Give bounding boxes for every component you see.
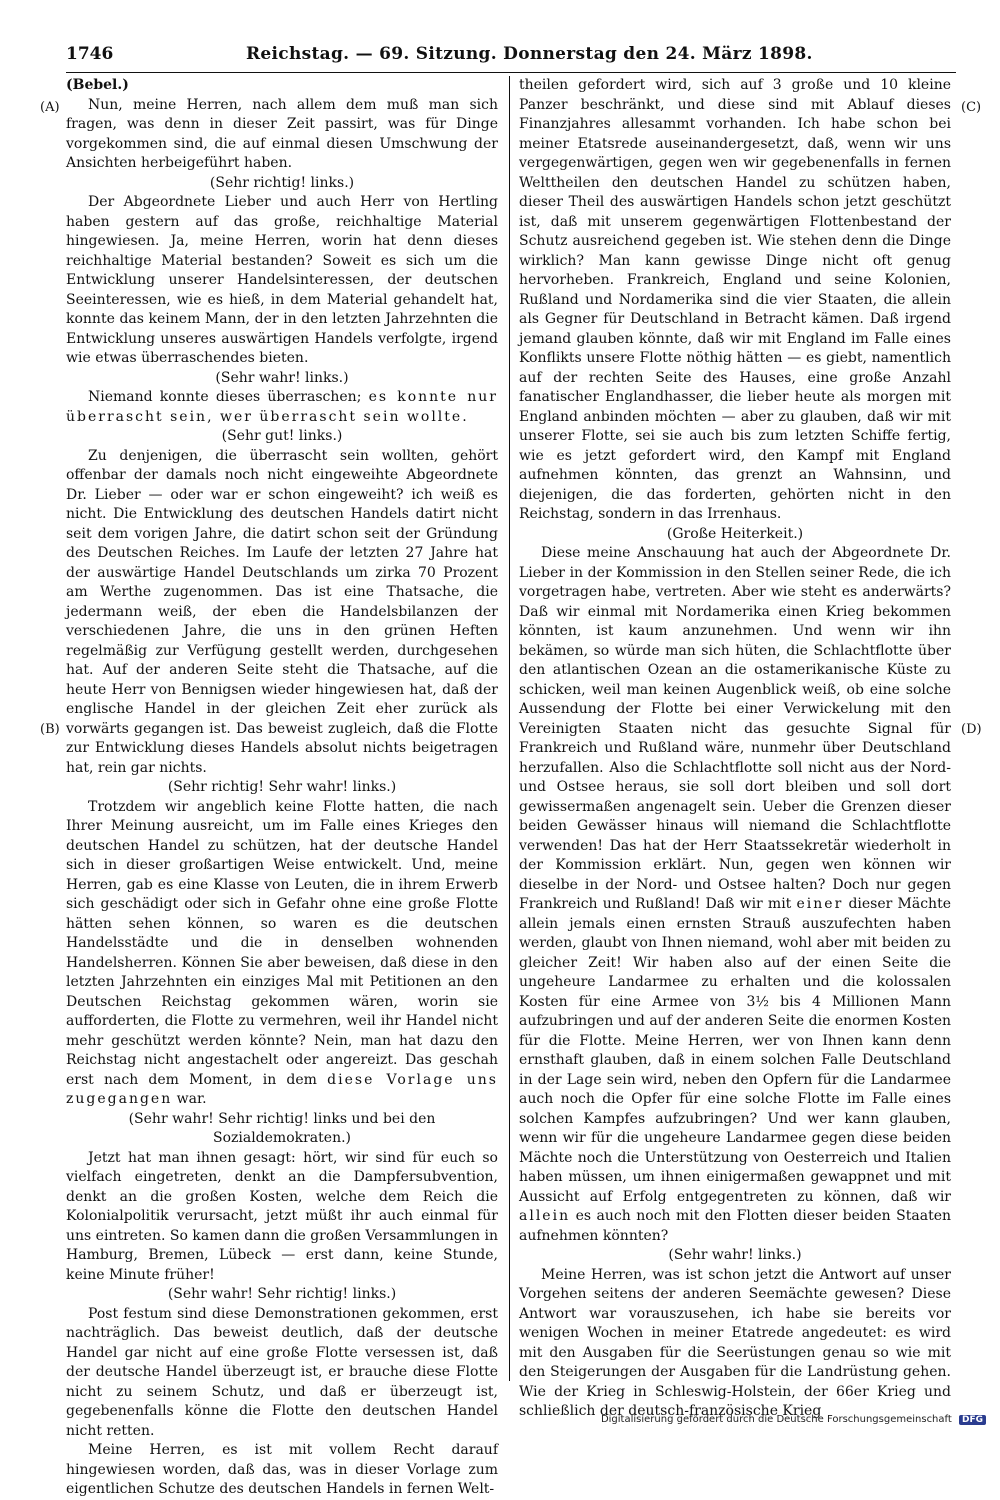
- paragraph: Meine Herren, was ist schon jetzt die Antwort auf unser Vorgehen seitens der anderen Seemächte gewesen? Diese Antwort war vorauszusehen, ich habe sie bereits vor wenigen Wochen in meiner Etatrede angedeutet: es wird mit den Ausgaben für die Seerüstungen genau so wie mit den Steigerungen der Ausgaben für die Landrüstung gehen. Wie der Krieg in Schleswig-Holstein, der 66er Krieg und schließlich der deutsch-französische Krieg: [519, 1266, 951, 1419]
- paragraph: [519, 544, 951, 1246]
- text-run: dieser Mächte allein jemals einen ernsten Strauß auszufechten haben werden, glaubt von Ihnen niemand, wohl aber mit beiden zu gleicher Zeit! Wir haben also auf der einen Seite die ungeheure Landarmee zu erhalten und die kolossalen Kosten für eine Armee von 3½ bis 4 Millionen Mann aufzubringen und auf der anderen Seite die enormen Kosten für die Flotte. Meine Herren, wer von Ihnen kann denn ernsthaft glauben, daß in einem solchen Falle Deutschland in der Lage sein wird, neben den Opfern für die Landarmee auch noch die Opfer für eine solche Flotte im Falle eines solchen Kampfes aufzubringen? Und wer kann glauben, wenn wir für die ungeheure Landarmee gegen diese beiden Mächte noch die Unterstützung von Oesterreich und Italien haben müssen, um ihnen einigermaßen gewappnet und mit Aussicht auf Erfolg entgegentreten zu können, daß wir: [519, 896, 951, 1205]
- text-run: Trotzdem wir angeblich keine Flotte hatten, die nach Ihrer Meinung ausreicht, um im Falle eines Krieges den deutschen Handel zu schützen, hat der deutsche Handel sich in dieser großartigen Weise entwickelt. Und, meine Herren, gab es eine Klasse von Leuten, die in ihrem Erwerb sich geschädigt oder sich in Gefahr ohne eine große Flotte hätten sehen können, so waren es die deutschen Handelsstädte und die in denselben wohnenden Handelsherren. Können Sie aber beweisen, daß diese in den letzten Jahrzehnten ein einziges Mal mit Petitionen an den Deutschen Reichstag gekommen wären, worin sie aufforderten, die Flotte zu vermehren, weil ihr Handel nicht mehr geschützt werden könnte? Nein, man hat dazu den Reichstag nicht angestachelt oder angereizt. Das geschah erst nach dem Moment, in dem: [66, 798, 498, 1088]
- header-rule: [66, 72, 956, 73]
- paragraph: Nun, meine Herren, nach allem dem muß man sich fragen, was denn in dieser Zeit passirt, was für Dinge vorgekommen sind, die auf einmal diesen Umschwung der Ansichten herbeigeführt haben.: [66, 96, 498, 171]
- spaced-emphasis: es konnte nur überrascht sein, wer überrascht sein wollte.: [66, 389, 498, 425]
- interjection: (Sehr richtig! links.): [209, 174, 355, 191]
- margin-marker-d: (D): [961, 722, 982, 737]
- paragraph: Der Abgeordnete Lieber und auch Herr von Hertling haben gestern auf das große, reichhaltige Material hingewiesen. Ja, meine Herren, worin hat denn dieses reichhaltige Material bestanden? Soweit es sich um die Entwicklung unserer Handelsinteressen, der deutschen Seeinteressen, wie es hieß, in dem Material gehandelt hat, konnte das keinem Mann, der in den letzten Jahrzehnten die Entwicklung unseres auswärtigen Handels verfolgte, irgend wie etwas überraschendes bieten.: [66, 194, 498, 366]
- right-column: [519, 76, 951, 1419]
- text-run: es auch noch mit den Flotten dieser beiden Staaten aufnehmen könnten?: [519, 1208, 951, 1244]
- dfg-logo: DFG: [959, 1415, 986, 1425]
- credit-text: Digitalisierung gefördert durch die Deutsche Forschungsgemeinschaft: [600, 1414, 952, 1425]
- margin-marker-c: (C): [961, 100, 982, 115]
- page-number: 1746: [66, 44, 114, 64]
- text-run: Niemand konnte dieses überraschen;: [88, 389, 369, 405]
- speaker-label: (Bebel.): [66, 77, 129, 93]
- paragraph: Jetzt hat man ihnen gesagt: hört, wir sind für euch so vielfach eingetreten, denkt an die Dampfersubvention, denkt an die großen Kosten, welche dem Reich die Kolonialpolitik verursacht, jetzt müßt ihr auch einmal für uns eintreten. So kamen dann die großen Versammlungen in Hamburg, Bremen, Lübeck — erst dann, keine Stunde, keine Minute früher!: [66, 1149, 498, 1283]
- digitization-credit: [601, 1414, 986, 1425]
- paragraph: [66, 388, 498, 427]
- paragraph: theilen gefordert wird, sich auf 3 große und 10 kleine Panzer beschränkt, und diese sind mit Ablauf dieses Finanzjahres allesammt vorhanden. Ich habe schon bei meiner Etatsrede auseinandergesetzt, daß, wenn wir uns vergegenwärtigen, gegen wen wir gegebenenfalls in fernen Welttheilen den deutschen Handel zu schützen haben, dieser Theil des auswärtigen Handels schon jetzt geschützt ist, daß mit unserem gegenwärtigen Flottenbestand der Schutz ausreichend gegeben ist. Wie stehen denn die Dinge wirklich? Man kann gewisse Dinge nicht oft genug hervorheben. Frankreich, England und seine Kolonien, Rußland und Nordamerika sind die vier Staaten, die allein als Gegner für Deutschland in Betracht kämen. Daß irgend jemand glauben könnte, daß wir mit England im Falle eines Konflikts unsere Flotte nöthig hätten — es giebt, namentlich auf der rechten Seite des Hauses, eine große Anzahl fanatischer Englandhasser, die lieber heute als morgen mit England anbinden möchten — aber zu glauben, daß wir mit unserer Flotte, sei sie auch bis zum letzten Schiffe fertig, wie es jetzt gefordert wird, den Kampf mit England aufnehmen könnten, das grenzt an Wahnsinn, und diejenigen, die das forderten, gehörten nicht in den Reichstag, sondern in das Irrenhaus.: [519, 77, 951, 522]
- margin-marker-b: (B): [40, 722, 60, 737]
- spaced-emphasis: einer: [796, 896, 844, 912]
- page-header: [66, 44, 956, 72]
- margin-marker-a: (A): [40, 100, 60, 115]
- interjection: (Große Heiterkeit.): [666, 525, 804, 542]
- paragraph: Zu denjenigen, die überrascht sein wollten, gehört offenbar der damals noch nicht eingeweihte Abgeordnete Dr. Lieber — oder war er schon eingeweiht? ich weiß es nicht. Die Entwicklung des deutschen Handels datirt nicht seit dem vorigen Jahre, die datirt schon seit der Gründung des Deutschen Reiches. Im Laufe der letzten 27 Jahre hat der auswärtige Handel Deutschlands um zirka 70 Prozent am Werthe zugenommen. Das ist eine Thatsache, die jedermann weiß, der eben die Handelsbilanzen der verschiedenen Jahre, die uns in den grünen Heften regelmäßig zur Verfügung gestellt werden, durchgesehen hat. Auf der anderen Seite steht die Thatsache, auf die heute Herr von Bennigsen wieder hingewiesen hat, daß der englische Handel in der gleichen Zeit eher zurück als vorwärts gegangen ist. Das beweist zugleich, daß die Flotte zur Entwicklung dieses Handels absolut nichts beigetragen hat, rein gar nichts.: [66, 447, 498, 776]
- paragraph: Post festum sind diese Demonstrationen gekommen, erst nachträglich. Das beweist deutlich, daß der deutsche Handel gar nicht auf eine große Flotte versessen ist, daß der deutsche Handel überzeugt ist, er brauche diese Flotte nicht zu seinem Schutz, und daß er überzeugt ist, gegebenenfalls könne die Flotte den deutschen Handel nicht retten.: [66, 1305, 498, 1439]
- interjection: (Sehr wahr! Sehr richtig! links und bei den Sozialdemokraten.): [128, 1110, 436, 1146]
- text-run: Diese meine Anschauung hat auch der Abgeordnete Dr. Lieber in der Kommission in den Stellen seiner Rede, die ich vorgetragen habe, vertreten. Aber wie steht es anderwärts? Daß wir einmal mit Nordamerika einen Krieg bekommen könnten, ist kaum anzunehmen. Und wenn wir ihn bekämen, so würde man sich hüten, die Schlachtflotte über den atlantischen Ozean an die ostamerikanische Küste zu schicken, weil man keinen Augenblick weiß, ob eine solche Aussendung der Flotte bei einer Verwickelung mit den Vereinigten Staaten nicht das gesuchte Signal für Frankreich und Rußland wäre, nunmehr über Deutschland herzufallen. Also die Schlachtflotte soll nicht aus der Nord- und Ostsee heraus, sie soll dort bleiben und soll dort gewissermaßen angenagelt sein. Ueber die Grenzen dieser beiden Gewässer hinaus will niemand die Schlachtflotte verwenden! Das hat der Herr Staatssekretär wiederholt in der Kommission erklärt. Nun, gegen wen können wir dieselbe in der Nord- und Ostsee halten? Doch nur gegen Frankreich und Rußland! Daß wir mit: [519, 545, 951, 912]
- interjection: (Sehr wahr! links.): [668, 1247, 802, 1263]
- column-divider: [509, 76, 510, 1381]
- interjection: (Sehr wahr! links.): [215, 369, 349, 386]
- interjection: (Sehr richtig! Sehr wahr! links.): [167, 779, 397, 795]
- spaced-emphasis: allein: [519, 1208, 571, 1224]
- running-title: Reichstag. — 69. Sitzung. Donnerstag den 24. März 1898.: [246, 44, 813, 64]
- paragraph: Meine Herren, es ist mit vollem Recht darauf hingewiesen worden, daß das, was in dieser Vorlage zum eigentlichen Schutze des deutschen Handels in fernen Welt-: [66, 1442, 498, 1497]
- interjection: (Sehr gut! links.): [221, 428, 343, 444]
- spaced-emphasis: diese Vorlage uns zugegangen: [66, 1071, 498, 1107]
- interjection: (Sehr wahr! Sehr richtig! links.): [167, 1286, 397, 1302]
- left-column: [66, 76, 498, 1497]
- paragraph: [66, 798, 498, 1110]
- text-run: war.: [172, 1091, 207, 1107]
